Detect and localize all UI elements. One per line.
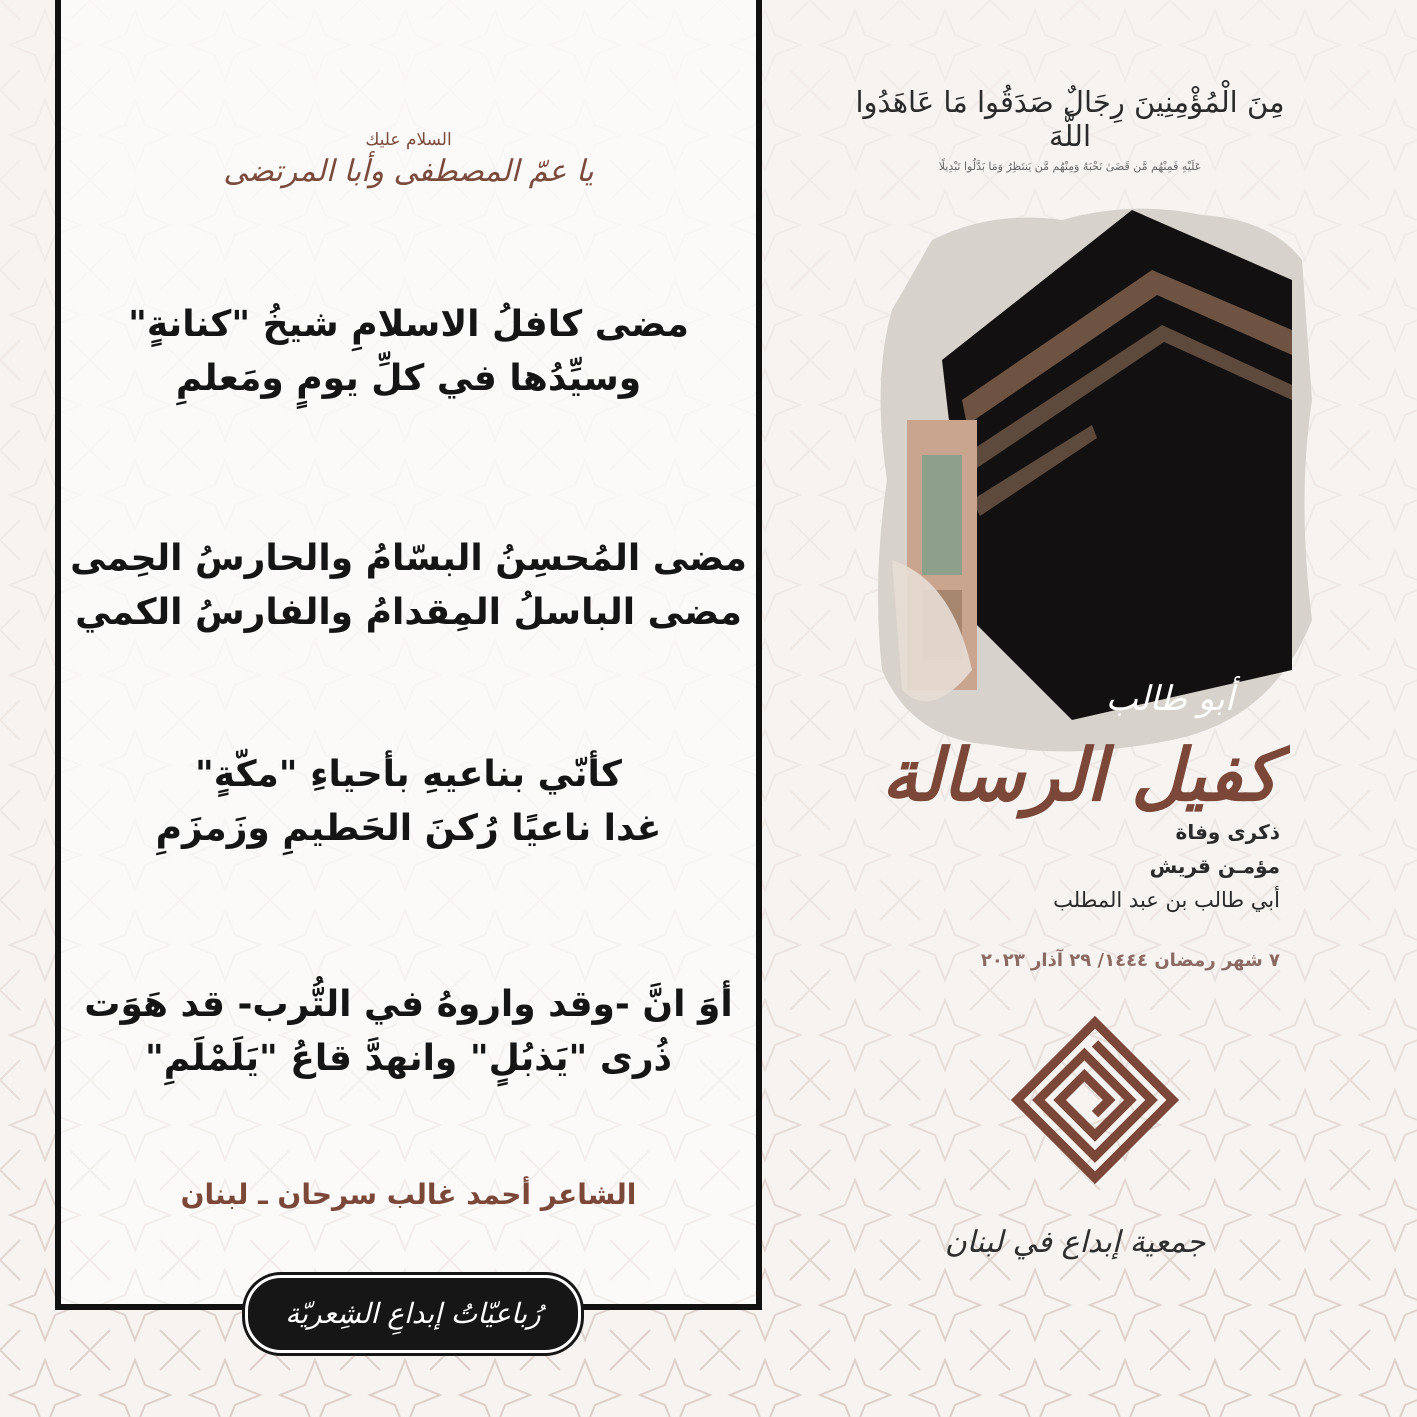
stanza-1	[61, 298, 756, 406]
occasion-info	[860, 820, 1280, 912]
event-title: كفيل الرسالة	[881, 732, 1279, 817]
event-name: أبو طالب	[1105, 679, 1235, 719]
quran-verse-continuation: عَلَيْهِ فَمِنْهُم مَّن قَضَىٰ نَحْبَهُ وَمِنْهُم مَّن يَنتَظِرُ وَمَا بَدَّلُوا تَبْدِيلًا	[938, 160, 1202, 173]
stanza-2	[61, 532, 756, 640]
verse-line: كأنّي بناعيهِ بأحياءِ "مكّةٍ"	[194, 754, 622, 795]
poem-panel	[55, 0, 762, 1310]
organization-name: جمعية إبداع في لبنان	[944, 1225, 1206, 1260]
honorific-title: مؤمـن قريش	[1149, 854, 1280, 878]
quran-verse: مِنَ الْمُؤْمِنِينَ رِجَالٌ صَدَقُوا مَا عَاهَدُوا اللَّهَ	[855, 85, 1285, 153]
poet-name: الشاعر أحمد غالب سرحان ـ لبنان	[180, 1178, 637, 1211]
verse-line: غدا ناعيًا رُكنَ الحَطيمِ وزَمزَمِ	[155, 808, 662, 849]
event-date: ٧ شهر رمضان ١٤٤٤/ ٢٩ آذار ٢٠٢٣	[980, 950, 1280, 971]
verse-line: مضى المُحسِنُ البسّامُ والحارسُ الحِمى	[70, 538, 747, 579]
series-badge: رُباعيّاتُ إبداعِ الشِعريّة	[245, 1275, 581, 1353]
person-name: أبي طالب بن عبد المطلب	[1053, 888, 1280, 912]
verse-line: أوَ انَّ -وقد واروهُ في التُّرب- قد هَوَت	[84, 984, 733, 1025]
greeting-big: يا عمّ المصطفى وأبا المرتضى	[223, 154, 594, 189]
verse-line: ذُرى "يَذبُلٍ" وانهدَّ قاعُ "يَلَمْلَمِ"	[144, 1038, 673, 1079]
greeting-small: السلام عليك	[365, 130, 452, 150]
kufic-logo	[1010, 1015, 1180, 1185]
verse-line: مضى الباسلُ المِقدامُ والفارسُ الكمي	[75, 592, 742, 633]
stanza-4	[61, 978, 756, 1086]
occasion-label: ذكرى وفاة	[1175, 820, 1280, 844]
verse-line: وسيِّدُها في كلِّ يومٍ ومَعلمِ	[175, 358, 642, 399]
greeting-calligraphy	[61, 130, 756, 189]
stanza-3	[61, 748, 756, 856]
verse-line: مضى كافلُ الاسلامِ شيخُ "كنانةٍ"	[128, 304, 689, 345]
